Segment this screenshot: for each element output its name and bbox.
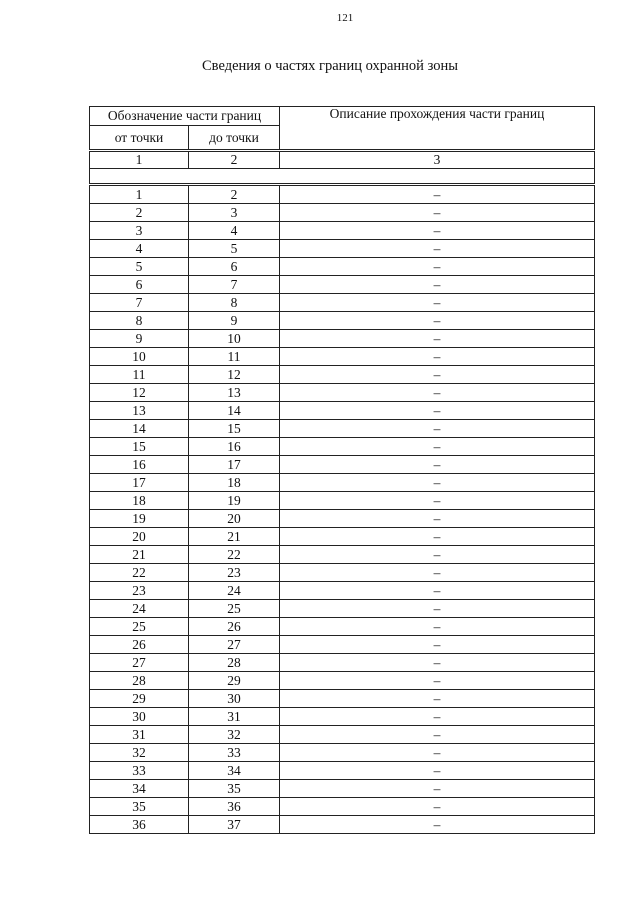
- from-point-cell: 4: [90, 240, 189, 258]
- description-cell: –: [280, 222, 595, 240]
- to-point-cell: 10: [189, 330, 280, 348]
- from-point-cell: 27: [90, 654, 189, 672]
- from-point-cell: 36: [90, 816, 189, 834]
- description-cell: –: [280, 492, 595, 510]
- description-cell: –: [280, 708, 595, 726]
- to-point-cell: 9: [189, 312, 280, 330]
- description-cell: –: [280, 618, 595, 636]
- to-point-cell: 20: [189, 510, 280, 528]
- section-separator-row: [90, 169, 595, 185]
- description-cell: –: [280, 582, 595, 600]
- description-cell: –: [280, 798, 595, 816]
- description-cell: –: [280, 438, 595, 456]
- table-row: [90, 762, 595, 780]
- to-point-cell: 17: [189, 456, 280, 474]
- from-point-cell: 29: [90, 690, 189, 708]
- description-cell: –: [280, 258, 595, 276]
- description-cell: –: [280, 312, 595, 330]
- description-cell: –: [280, 564, 595, 582]
- from-point-cell: 6: [90, 276, 189, 294]
- to-point-cell: 37: [189, 816, 280, 834]
- table-row: [90, 528, 595, 546]
- table-row: [90, 420, 595, 438]
- section-separator-cell: [90, 169, 595, 185]
- description-cell: –: [280, 672, 595, 690]
- to-point-cell: 29: [189, 672, 280, 690]
- from-point-cell: 3: [90, 222, 189, 240]
- to-point-cell: 6: [189, 258, 280, 276]
- table-row: [90, 384, 595, 402]
- description-cell: –: [280, 240, 595, 258]
- table-row: [90, 690, 595, 708]
- description-cell: –: [280, 185, 595, 204]
- from-point-cell: 20: [90, 528, 189, 546]
- from-point-cell: 32: [90, 744, 189, 762]
- from-point-cell: 19: [90, 510, 189, 528]
- table-row: [90, 744, 595, 762]
- table-row: [90, 546, 595, 564]
- description-cell: –: [280, 654, 595, 672]
- table-row: [90, 294, 595, 312]
- to-point-cell: 11: [189, 348, 280, 366]
- to-point-cell: 32: [189, 726, 280, 744]
- table-header: [90, 107, 595, 151]
- table-row: [90, 654, 595, 672]
- to-point-cell: 33: [189, 744, 280, 762]
- from-point-cell: 28: [90, 672, 189, 690]
- table-row: [90, 366, 595, 384]
- table-row: [90, 222, 595, 240]
- table-row: [90, 600, 595, 618]
- to-point-cell: 21: [189, 528, 280, 546]
- table-row: [90, 726, 595, 744]
- description-header: Описание прохождения части границ: [280, 107, 595, 151]
- to-point-cell: 30: [189, 690, 280, 708]
- to-point-cell: 2: [189, 185, 280, 204]
- table-row: [90, 564, 595, 582]
- from-point-header: от точки: [90, 126, 189, 151]
- description-cell: –: [280, 744, 595, 762]
- from-point-cell: 26: [90, 636, 189, 654]
- description-cell: –: [280, 510, 595, 528]
- table-row: [90, 330, 595, 348]
- description-cell: –: [280, 276, 595, 294]
- to-point-cell: 13: [189, 384, 280, 402]
- table-row: [90, 438, 595, 456]
- from-point-cell: 16: [90, 456, 189, 474]
- table-row: [90, 618, 595, 636]
- from-point-cell: 35: [90, 798, 189, 816]
- from-point-cell: 30: [90, 708, 189, 726]
- description-cell: –: [280, 528, 595, 546]
- from-point-cell: 2: [90, 204, 189, 222]
- from-point-cell: 5: [90, 258, 189, 276]
- description-cell: –: [280, 636, 595, 654]
- from-point-cell: 15: [90, 438, 189, 456]
- to-point-cell: 5: [189, 240, 280, 258]
- from-point-cell: 9: [90, 330, 189, 348]
- description-cell: –: [280, 456, 595, 474]
- table-row: [90, 240, 595, 258]
- description-cell: –: [280, 204, 595, 222]
- boundary-parts-table: [89, 106, 595, 834]
- table-row: [90, 672, 595, 690]
- to-point-cell: 16: [189, 438, 280, 456]
- page-number: 121: [336, 12, 354, 24]
- to-point-cell: 12: [189, 366, 280, 384]
- from-point-cell: 17: [90, 474, 189, 492]
- from-point-cell: 18: [90, 492, 189, 510]
- column-index-row: [90, 151, 595, 169]
- from-point-cell: 11: [90, 366, 189, 384]
- column-index-2: 2: [189, 151, 280, 169]
- to-point-cell: 4: [189, 222, 280, 240]
- description-cell: –: [280, 402, 595, 420]
- table-body: [90, 151, 595, 834]
- to-point-cell: 25: [189, 600, 280, 618]
- boundary-designation-header: Обозначение части границ: [90, 107, 280, 126]
- to-point-cell: 24: [189, 582, 280, 600]
- table-row: [90, 456, 595, 474]
- from-point-cell: 10: [90, 348, 189, 366]
- column-index-3: 3: [280, 151, 595, 169]
- to-point-cell: 23: [189, 564, 280, 582]
- to-point-cell: 27: [189, 636, 280, 654]
- from-point-cell: 22: [90, 564, 189, 582]
- column-index-1: 1: [90, 151, 189, 169]
- from-point-cell: 21: [90, 546, 189, 564]
- to-point-cell: 7: [189, 276, 280, 294]
- to-point-cell: 8: [189, 294, 280, 312]
- description-cell: –: [280, 780, 595, 798]
- table-row: [90, 204, 595, 222]
- table-row: [90, 402, 595, 420]
- table-row: [90, 582, 595, 600]
- from-point-cell: 25: [90, 618, 189, 636]
- description-cell: –: [280, 294, 595, 312]
- to-point-cell: 34: [189, 762, 280, 780]
- description-cell: –: [280, 816, 595, 834]
- from-point-cell: 7: [90, 294, 189, 312]
- from-point-cell: 1: [90, 185, 189, 204]
- table-row: [90, 276, 595, 294]
- to-point-cell: 22: [189, 546, 280, 564]
- from-point-cell: 12: [90, 384, 189, 402]
- from-point-cell: 24: [90, 600, 189, 618]
- from-point-cell: 33: [90, 762, 189, 780]
- table-row: [90, 636, 595, 654]
- to-point-cell: 26: [189, 618, 280, 636]
- from-point-cell: 14: [90, 420, 189, 438]
- from-point-cell: 34: [90, 780, 189, 798]
- table-row: [90, 780, 595, 798]
- from-point-cell: 23: [90, 582, 189, 600]
- description-cell: –: [280, 384, 595, 402]
- to-point-cell: 28: [189, 654, 280, 672]
- table-row: [90, 798, 595, 816]
- table-row: [90, 185, 595, 204]
- description-cell: –: [280, 726, 595, 744]
- description-cell: –: [280, 420, 595, 438]
- table-row: [90, 816, 595, 834]
- description-cell: –: [280, 546, 595, 564]
- to-point-cell: 15: [189, 420, 280, 438]
- document-title: Сведения о частях границ охранной зоны: [202, 58, 458, 74]
- to-point-cell: 3: [189, 204, 280, 222]
- description-cell: –: [280, 348, 595, 366]
- from-point-cell: 8: [90, 312, 189, 330]
- to-point-cell: 14: [189, 402, 280, 420]
- table-row: [90, 708, 595, 726]
- description-cell: –: [280, 330, 595, 348]
- to-point-cell: 18: [189, 474, 280, 492]
- to-point-cell: 35: [189, 780, 280, 798]
- to-point-cell: 19: [189, 492, 280, 510]
- description-cell: –: [280, 600, 595, 618]
- table-row: [90, 258, 595, 276]
- description-cell: –: [280, 474, 595, 492]
- table-row: [90, 348, 595, 366]
- table-row: [90, 312, 595, 330]
- from-point-cell: 31: [90, 726, 189, 744]
- table-row: [90, 510, 595, 528]
- table-row: [90, 474, 595, 492]
- to-point-cell: 31: [189, 708, 280, 726]
- to-point-header: до точки: [189, 126, 280, 151]
- from-point-cell: 13: [90, 402, 189, 420]
- table-row: [90, 492, 595, 510]
- to-point-cell: 36: [189, 798, 280, 816]
- description-cell: –: [280, 690, 595, 708]
- description-cell: –: [280, 762, 595, 780]
- description-cell: –: [280, 366, 595, 384]
